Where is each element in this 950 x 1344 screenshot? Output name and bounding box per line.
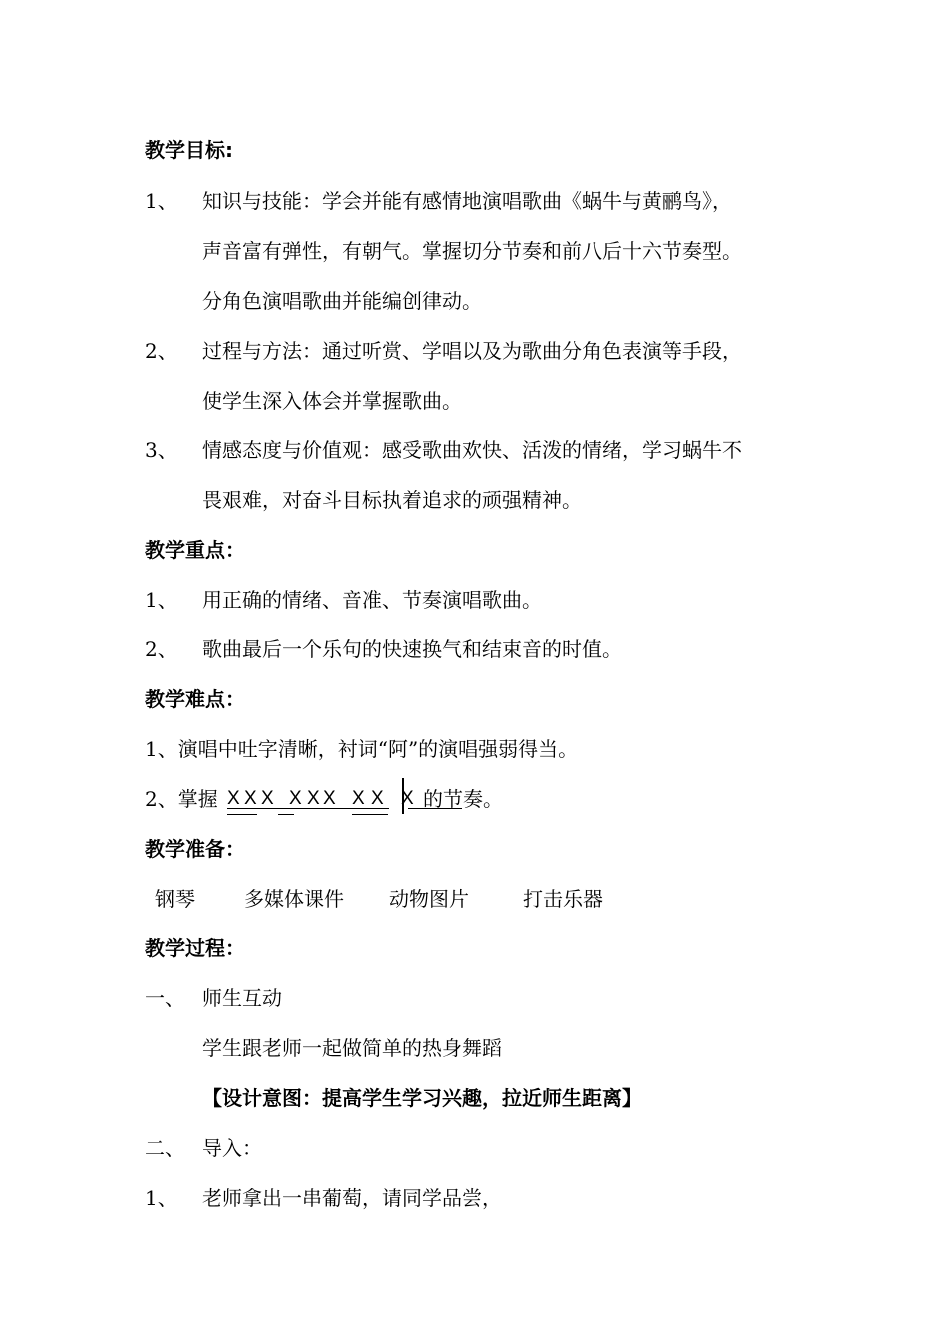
- rhythm-note: X: [261, 788, 274, 809]
- goal-line: 声音富有弹性，有朝气。掌握切分节奏和前八后十六节奏型。: [202, 239, 742, 263]
- rhythm-underline: [323, 808, 389, 809]
- difficulty-item: 1、演唱中吐字清晰，衬词“阿”的演唱强弱得当。: [145, 737, 579, 761]
- step-item-number: 1、: [145, 1186, 178, 1210]
- preparation-item: 钢琴: [155, 887, 195, 911]
- key-point-text: 歌曲最后一个乐句的快速换气和结束音的时值。: [202, 637, 622, 661]
- step-title: 导入：: [202, 1136, 262, 1160]
- rhythm-note: X: [401, 788, 414, 809]
- rhythm-note: X: [307, 788, 320, 809]
- goal-line: 使学生深入体会并掌握歌曲。: [202, 389, 462, 413]
- preparation-item: 打击乐器: [523, 887, 603, 911]
- step-text: 学生跟老师一起做简单的热身舞蹈: [202, 1036, 502, 1060]
- goal-line: 知识与技能：学会并能有感情地演唱歌曲《蜗牛与黄鹂鸟》，: [202, 189, 732, 213]
- key-points-heading: 教学重点：: [145, 538, 245, 562]
- preparation-heading: 教学准备：: [145, 837, 245, 861]
- rhythm-underline: [227, 814, 257, 815]
- design-intent: 【设计意图：提高学生学习兴趣，拉近师生距离】: [202, 1086, 642, 1110]
- preparation-item: 多媒体课件: [244, 887, 344, 911]
- process-heading: 教学过程：: [145, 936, 245, 960]
- rhythm-note: X: [289, 788, 302, 809]
- step-title: 师生互动: [202, 986, 282, 1010]
- rhythm-underline: [352, 814, 388, 815]
- goal-number: 3、: [145, 438, 178, 462]
- rhythm-note: X: [352, 788, 365, 809]
- goal-number: 1、: [145, 189, 178, 213]
- goal-line: 情感态度与价值观：感受歌曲欢快、活泼的情绪，学习蜗牛不: [202, 438, 742, 462]
- rhythm-note: X: [371, 788, 384, 809]
- difficulty-item-suffix: 的节奏。: [423, 787, 503, 811]
- goal-number: 2、: [145, 339, 178, 363]
- rhythm-underline: [227, 808, 323, 809]
- rhythm-note: X: [244, 788, 257, 809]
- goal-item: [145, 188, 178, 214]
- key-point-text: 用正确的情绪、音准、节奏演唱歌曲。: [202, 588, 542, 612]
- rhythm-underline: [278, 814, 294, 815]
- goals-heading: 教学目标:: [145, 138, 233, 162]
- rhythm-note: X: [227, 788, 240, 809]
- difficulty-item-prefix: 2、掌握: [145, 787, 218, 811]
- step-item-text: 老师拿出一串葡萄，请同学品尝，: [202, 1186, 502, 1210]
- rhythm-note: X: [323, 788, 336, 809]
- preparation-item: 动物图片: [389, 887, 469, 911]
- goal-line: 过程与方法：通过听赏、学唱以及为歌曲分角色表演等手段，: [202, 339, 742, 363]
- difficulties-heading: 教学难点：: [145, 687, 245, 711]
- goal-line: 分角色演唱歌曲并能编创律动。: [202, 289, 482, 313]
- bar-line: [402, 778, 404, 814]
- key-point-number: 2、: [145, 637, 178, 661]
- step-number: 一、: [145, 986, 185, 1010]
- goal-line: 畏艰难，对奋斗目标执着追求的顽强精神。: [202, 488, 582, 512]
- step-number: 二、: [145, 1136, 185, 1160]
- key-point-number: 1、: [145, 588, 178, 612]
